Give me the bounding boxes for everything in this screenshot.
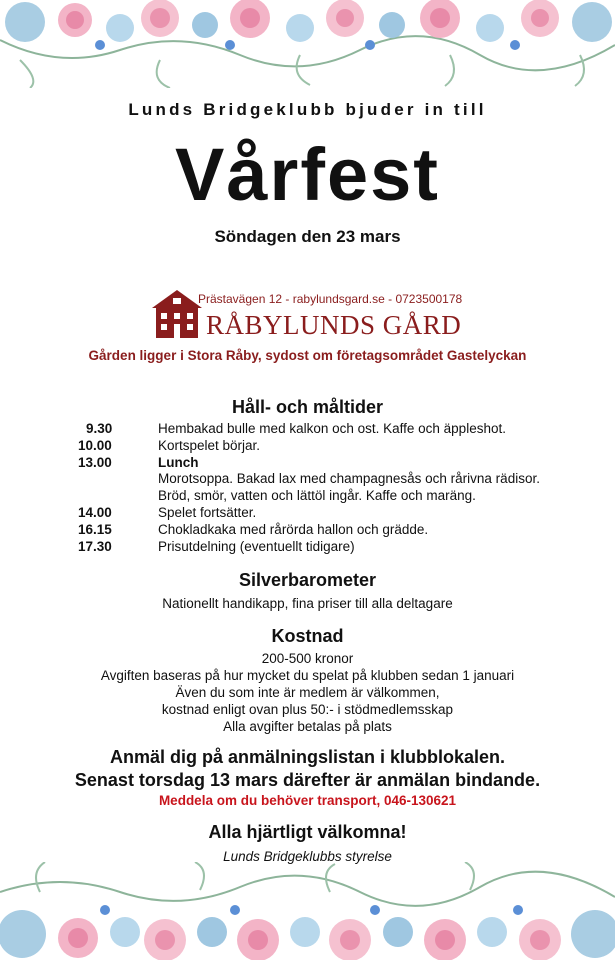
lunch-line: Morotsoppa. Bakad lax med champagnesås och rårivna rädisor. [158,471,540,487]
schedule-desc: Hembakad bulle med kalkon och ost. Kaffe och äppleshot. [158,421,506,436]
schedule-time: 14.00 [78,504,112,520]
floral-border-bottom [0,862,615,960]
invite-line: Lunds Bridgeklubb bjuder in till [128,100,487,119]
silver-text: Nationellt handikapp, fina priser till alla deltagare [162,596,453,611]
signup-line-2: Senast torsdag 13 mars därefter är anmälan bindande. [74,770,541,790]
schedule-list [78,421,613,555]
schedule-row [78,421,613,438]
schedule-time: 10.00 [78,437,112,453]
schedule-time: 17.30 [78,538,112,554]
floral-border-top [0,0,615,88]
venue-location: Gården ligger i Stora Råby, sydost om företagsområdet Gastelyckan [88,348,527,363]
schedule-title: Håll- och måltider [231,397,384,417]
schedule-time: 13.00 [78,454,112,470]
schedule-row [78,522,613,539]
event-date: Söndagen den 23 mars [214,227,401,246]
venue-logo [148,286,468,344]
floral-border-icon [0,0,615,88]
schedule-time: 9.30 [86,421,113,436]
cost-title: Kostnad [271,626,344,646]
cost-line: Även du som inte är medlem är välkommen, [175,685,440,700]
cost-line: Alla avgifter betalas på plats [223,719,392,734]
schedule-row [78,539,613,556]
signature: Lunds Bridgeklubbs styrelse [223,849,392,864]
schedule-row [78,438,613,455]
cost-line: Avgiften baseras på hur mycket du spelat på klubben sedan 1 januari [100,668,515,683]
schedule-desc: Prisutdelning (eventuellt tidigare) [158,538,355,554]
schedule-desc: Chokladkaka med rårörda hallon och grädde. [158,521,429,537]
venue-name: RÅBYLUNDS GÅRD [206,310,462,340]
transport-note: Meddela om du behöver transport, 046-130621 [158,793,457,808]
silver-title: Silverbarometer [238,570,377,590]
venue-address: Prästavägen 12 - rabylundsgard.se - 0723500178 [198,292,463,306]
schedule-row [78,505,613,522]
schedule-desc: Spelet fortsätter. [158,504,257,520]
lunch-line: Bröd, smör, vatten och lättöl ingår. Kaffe och maräng. [158,488,476,504]
cost-text [0,650,615,735]
schedule-row [78,455,613,505]
schedule-desc [158,455,613,505]
schedule-time: 16.15 [78,521,112,537]
signup-line-1: Anmäl dig på anmälningslistan i klubblokalen. [109,747,506,767]
schedule-desc: Kortspelet börjar. [158,437,261,453]
lunch-heading: Lunch [158,454,199,470]
page-title: Vårfest [175,133,440,216]
welcome-line: Alla hjärtligt välkomna! [208,822,407,842]
cost-line: 200-500 kronor [261,651,354,666]
cost-line: kostnad enligt ovan plus 50:- i stödmedlemsskap [161,702,454,717]
floral-border-icon [0,862,615,960]
